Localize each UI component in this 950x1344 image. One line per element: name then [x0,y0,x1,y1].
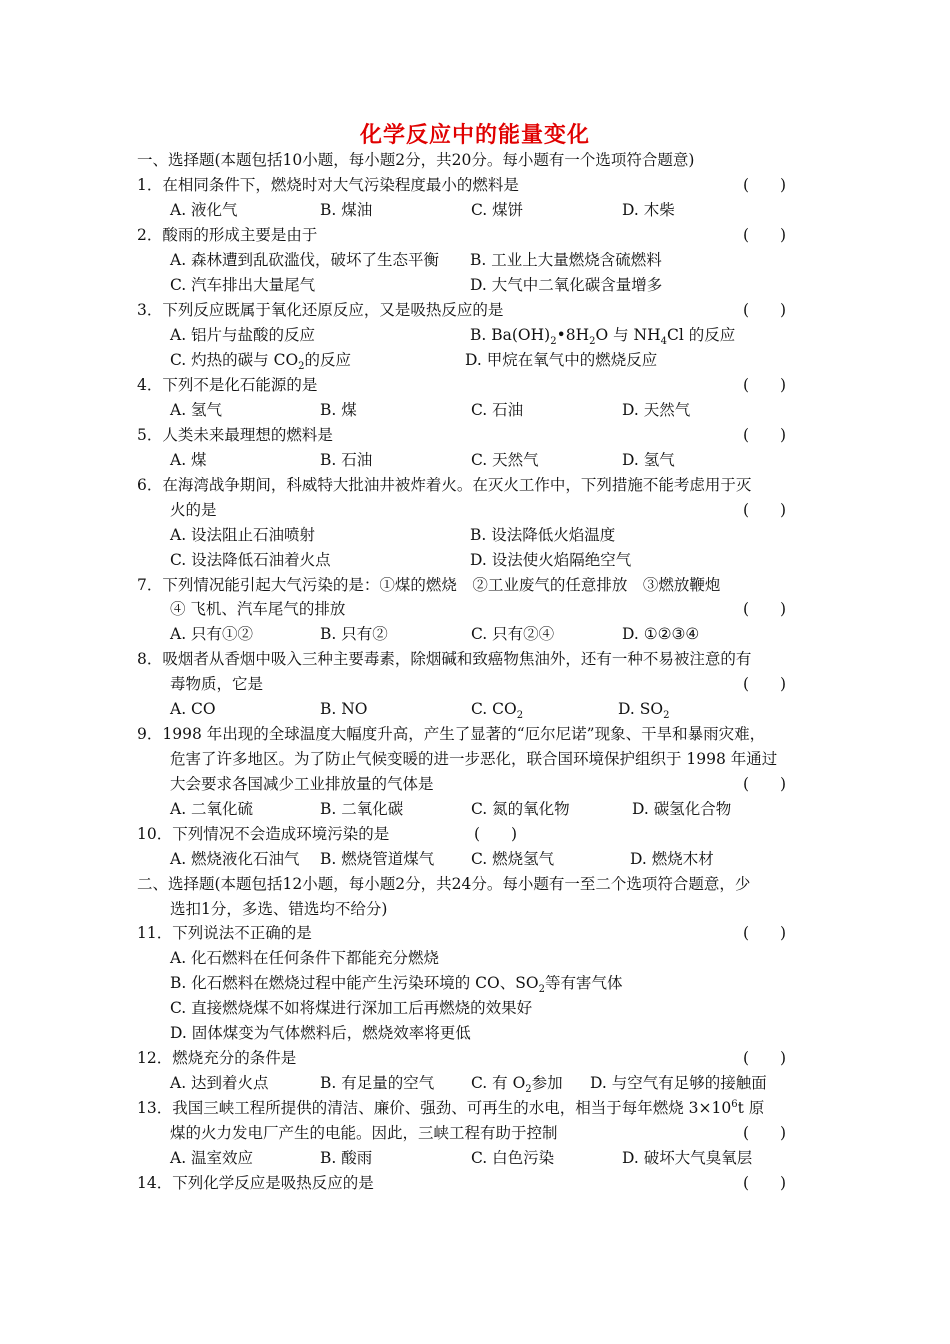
question-8-stem-line1: 8．吸烟者从香烟中吸入三种主要毒素，除烟碱和致癌物焦油外，还有一种不易被注意的有 [137,650,752,668]
q13-option-a: A. 温室效应 [170,1149,254,1167]
q12-option-c: C. 有 $O_2$参加 [471,1074,563,1096]
q5-option-c: C. 天然气 [471,451,539,469]
answer-blank-9: ( ) [743,775,787,793]
q9-option-c: C. 氮的氧化物 [471,800,570,818]
question-3-stem: 3．下列反应既属于氧化还原反应，又是吸热反应的是 [137,301,504,319]
q8-option-a: A. CO [170,700,216,718]
answer-blank-1: ( ) [743,176,787,194]
q9-option-a: A. 二氧化硫 [170,800,254,818]
answer-blank-3: ( ) [743,301,787,319]
q8-option-d: D. $SO_2$ [618,700,670,722]
q13-option-d: D. 破坏大气臭氧层 [622,1149,753,1167]
q10-option-c: C. 燃烧氢气 [471,850,555,868]
question-10-stem: 10．下列情况不会造成环境污染的是 [137,825,390,843]
question-9-stem-line1: 9．1998 年出现的全球温度大幅度升高，产生了显著的“厄尔尼诺”现象、干旱和暴雨灾难， [137,725,766,743]
question-14-stem: 14．下列化学反应是吸热反应的是 [137,1174,374,1192]
section-2-heading-line2: 选扣1分，多选、错选均不给分) [170,900,388,918]
q5-option-a: A. 煤 [170,451,207,469]
section-1-heading: 一、选择题(本题包括10小题，每小题2分，共20分。每小题有一个选项符合题意) [137,151,695,169]
q13-option-c: C. 白色污染 [471,1149,555,1167]
q5-option-d: D. 氢气 [622,451,675,469]
answer-blank-14: ( ) [743,1174,787,1192]
answer-blank-2: ( ) [743,226,787,244]
q3-option-a: A. 铝片与盐酸的反应 [170,326,316,344]
answer-blank-7: ( ) [743,600,787,618]
page-title: 化学反应中的能量变化 [359,123,590,148]
question-8-stem-line2: 毒物质，它是 [170,675,264,693]
q1-option-c: C. 煤饼 [471,201,524,219]
q9-option-b: B. 二氧化碳 [320,800,404,818]
question-2-stem: 2．酸雨的形成主要是由于 [137,226,318,244]
q1-option-d: D. 木柴 [622,201,675,219]
q7-option-a: A. 只有①② [170,625,254,643]
q12-option-a: A. 达到着火点 [170,1074,269,1092]
q6-option-d: D. 设法使火焰隔绝空气 [470,551,632,569]
q2-option-a: A. 森林遭到乱砍滥伐，破坏了生态平衡 [170,251,440,269]
q6-option-a: A. 设法阻止石油喷射 [170,526,316,544]
question-1-stem: 1．在相同条件下，燃烧时对大气污染程度最小的燃料是 [137,176,519,194]
question-11-stem: 11．下列说法不正确的是 [137,924,312,942]
q1-option-a: A. 液化气 [170,201,238,219]
question-6-stem-line1: 6．在海湾战争期间，科威特大批油井被炸着火。在灭火工作中，下列措施不能考虑用于灭 [137,476,752,494]
q8-option-c: C. $CO_2$ [471,700,524,722]
q8-option-b: B. NO [320,700,368,718]
q11-option-c: C. 直接燃烧煤不如将煤进行深加工后再燃烧的效果好 [170,999,533,1017]
q10-option-d: D. 燃烧木材 [630,850,714,868]
question-6-stem-line2: 火的是 [170,501,217,519]
answer-blank-5: ( ) [743,426,787,444]
q6-option-b: B. 设法降低火焰温度 [470,526,616,544]
q5-option-b: B. 石油 [320,451,373,469]
answer-blank-8: ( ) [743,675,787,693]
question-9-stem-line2: 危害了许多地区。为了防止气候变暖的进一步恶化，联合国环境保护组织于 1998 年通过 [170,750,778,768]
answer-blank-13: ( ) [743,1124,787,1142]
q4-option-b: B. 煤 [320,401,357,419]
q9-option-d: D. 碳氢化合物 [632,800,732,818]
answer-blank-11: ( ) [743,924,787,942]
answer-blank-12: ( ) [743,1049,787,1067]
q7-option-d: D. ①②③④ [622,625,700,643]
q7-option-b: B. 只有② [320,625,388,643]
section-2-heading-line1: 二、选择题(本题包括12小题，每小题2分，共24分。每小题有一至二个选项符合题意，少 [137,875,751,893]
q6-option-c: C. 设法降低石油着火点 [170,551,331,569]
question-7-stem-line1: 7．下列情况能引起大气污染的是：①煤的燃烧 ②工业废气的任意排放 ③燃放鞭炮 [137,576,721,594]
question-9-stem-line3: 大会要求各国减少工业排放量的气体是 [170,775,434,793]
q4-option-a: A. 氢气 [170,401,223,419]
q3-option-b: B. $Ba(OH)_2•8H_2O$ 与 $NH_4Cl$ 的反应 [470,326,736,348]
q3-option-d: D. 甲烷在氧气中的燃烧反应 [465,351,658,369]
question-13-stem-line1: 13．我国三峡工程所提供的清洁、廉价、强劲、可再生的水电，相当于每年燃烧 $3\times 10^6t$ 原 [137,1098,765,1117]
question-5-stem: 5．人类未来最理想的燃料是 [137,426,333,444]
q10-option-b: B. 燃烧管道煤气 [320,850,435,868]
q4-option-c: C. 石油 [471,401,524,419]
q11-option-a: A. 化石燃料在任何条件下都能充分燃烧 [170,949,440,967]
q1-option-b: B. 煤油 [320,201,373,219]
answer-blank-10: ( ) [474,825,518,843]
q2-option-b: B. 工业上大量燃烧含硫燃料 [470,251,662,269]
q7-option-c: C. 只有②④ [471,625,555,643]
q12-option-b: B. 有足量的空气 [320,1074,435,1092]
q10-option-a: A. 燃烧液化石油气 [170,850,300,868]
q2-option-d: D. 大气中二氧化碳含量增多 [470,276,663,294]
answer-blank-6: ( ) [743,501,787,519]
answer-blank-4: ( ) [743,376,787,394]
q11-option-d: D. 固体煤变为气体燃料后，燃烧效率将更低 [170,1024,471,1042]
q4-option-d: D. 天然气 [622,401,691,419]
question-4-stem: 4．下列不是化石能源的是 [137,376,318,394]
q2-option-c: C. 汽车排出大量尾气 [170,276,316,294]
q12-option-d: D. 与空气有足够的接触面 [590,1074,767,1092]
q11-option-b: B. 化石燃料在燃烧过程中能产生污染环境的 CO、$SO_2$等有害气体 [170,974,623,996]
q13-option-b: B. 酸雨 [320,1149,373,1167]
question-7-stem-line2: ④ 飞机、汽车尾气的排放 [170,600,346,618]
question-13-stem-line2: 煤的火力发电厂产生的电能。因此，三峡工程有助于控制 [170,1124,558,1142]
q3-option-c: C. 灼热的碳与 $CO_2$的反应 [170,351,352,373]
question-12-stem: 12．燃烧充分的条件是 [137,1049,297,1067]
